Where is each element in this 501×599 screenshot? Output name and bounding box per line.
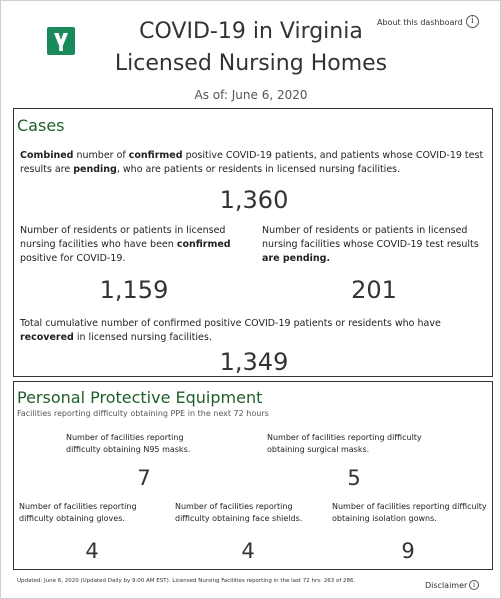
disclaimer-link[interactable]: Disclaimer (425, 581, 468, 590)
about-dashboard-link[interactable]: About this dashboard (377, 18, 463, 27)
surgical-count: 5 (347, 466, 361, 490)
gloves-label: Number of facilities reporting difficulty obtaining gloves. (19, 502, 137, 523)
surgical-label: Number of facilities reporting difficulty obtaining surgical masks. (267, 433, 422, 454)
recovered-count: 1,349 (219, 348, 289, 376)
confirmed-text-1: Number of residents or patients in licensed nursing facilities who have been (20, 225, 226, 250)
ppe-title: Personal Protective Equipment (17, 388, 263, 407)
confirmed-emphasis: confirmed (128, 150, 183, 161)
ppe-panel (13, 381, 493, 570)
pending-count: 201 (351, 276, 397, 304)
recovered-text-2: in licensed nursing facilities. (73, 332, 212, 343)
combined-description (20, 149, 486, 177)
virginia-logo-icon (47, 27, 75, 55)
disclaimer-info-icon[interactable]: i (469, 580, 479, 590)
pending-emphasis: pending (73, 164, 117, 175)
pending-word: are pending. (262, 253, 331, 264)
gloves-count: 4 (85, 539, 99, 563)
recovered-description (20, 317, 486, 345)
ppe-subtitle: Facilities reporting difficulty obtaining PPE in the next 72 hours (17, 409, 269, 418)
isolation-gowns-label: Number of facilities reporting difficulty obtaining isolation gowns. (332, 502, 487, 523)
pending-text-1: Number of residents or patients in licensed nursing facilities whose COVID-19 test results (262, 225, 479, 250)
footer-update-note: Updated: June 6, 2020 (Updated Daily by 9:00 AM EST). Licensed Nursing Facilities reporting in the last 72 hrs: 263 of 286. (17, 578, 356, 584)
combined-text-2: positive COVID-19 patients, and patients whose COVID-19 test results are (20, 150, 484, 175)
pending-description (262, 224, 488, 266)
combined-emphasis: Combined (20, 150, 74, 161)
n95-count: 7 (137, 466, 151, 490)
combined-text-1: number of (73, 150, 129, 161)
isolation-gowns-count: 9 (401, 539, 415, 563)
recovered-text-1: Total cumulative number of confirmed positive COVID-19 patients or residents who have (20, 318, 441, 329)
face-shields-label: Number of facilities reporting difficulty obtaining face shields. (175, 502, 303, 523)
recovered-word: recovered (20, 332, 74, 343)
face-shields-count: 4 (241, 539, 255, 563)
as-of-date: As of: June 6, 2020 (194, 88, 308, 102)
confirmed-text-2: positive for COVID-19. (20, 253, 126, 264)
page-title-line2: Licensed Nursing Homes (114, 51, 388, 76)
confirmed-count: 1,159 (99, 276, 169, 304)
cases-panel (13, 108, 493, 377)
info-icon[interactable]: i (466, 15, 479, 28)
confirmed-description (20, 224, 244, 266)
cases-title: Cases (17, 116, 65, 135)
combined-count: 1,360 (219, 186, 289, 214)
n95-label: Number of facilities reporting difficulty obtaining N95 masks. (66, 433, 191, 454)
combined-text-3: , who are patients or residents in licensed nursing facilities. (116, 164, 401, 175)
confirmed-word: confirmed (176, 239, 231, 250)
page-title-line1: COVID-19 in Virginia (139, 19, 363, 44)
